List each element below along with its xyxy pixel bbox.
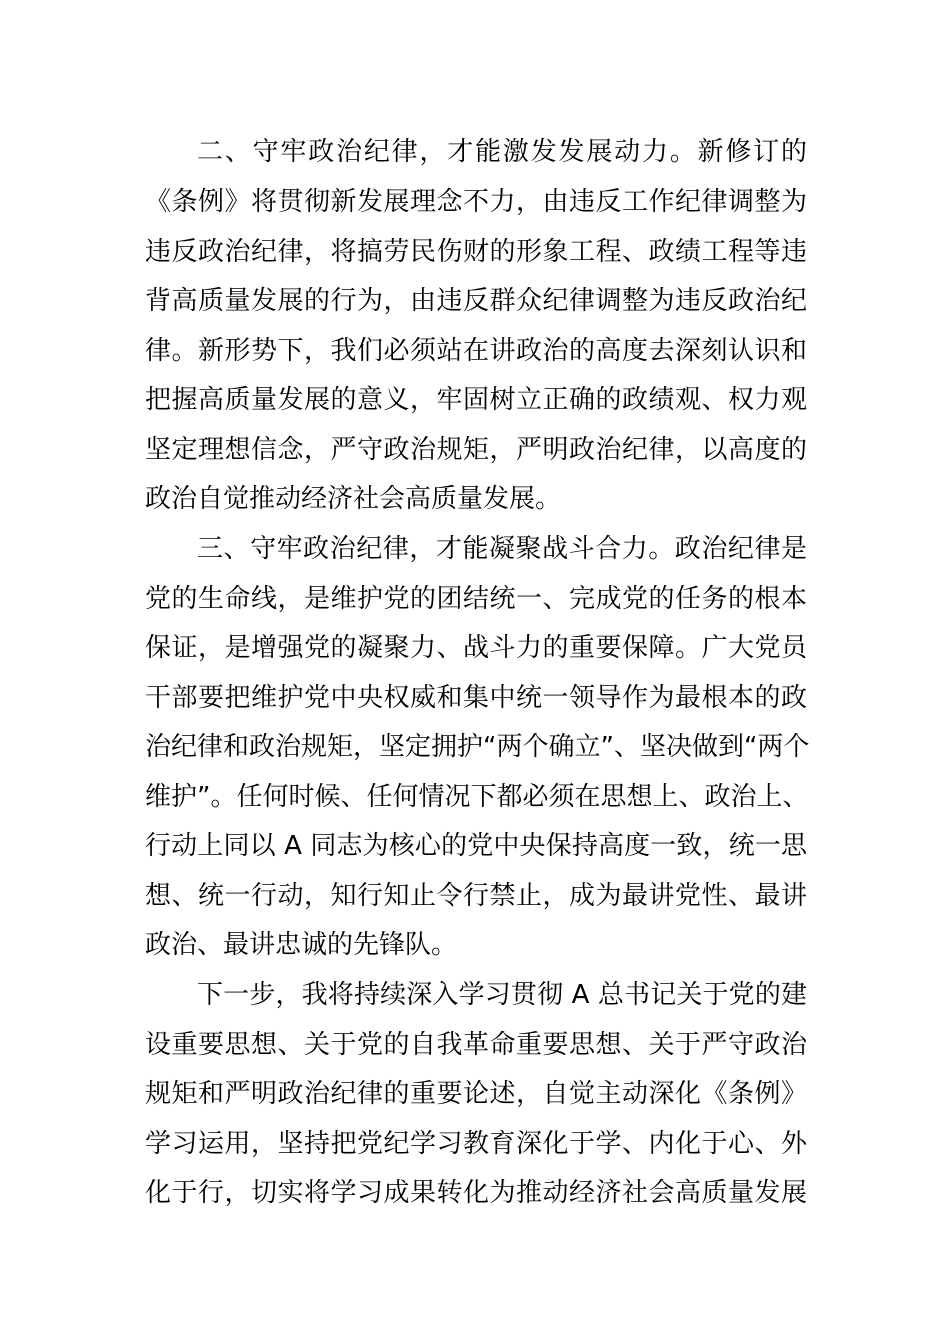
text-line: 《条例》将贯彻新发展理念不力，由违反工作纪律调整为 (145, 187, 807, 217)
text-line: 下一步，我将持续深入学习贯彻 A 总书记关于党的建 (197, 980, 807, 1010)
text-line: 保证，是增强党的凝聚力、战斗力的重要保障。广大党员 (145, 633, 807, 663)
text-line: 维护”。任何时候、任何情况下都必须在思想上、政治上、 (145, 782, 809, 812)
text-line: 干部要把维护党中央权威和集中统一领导作为最根本的政 (145, 683, 807, 713)
text-line: 党的生命线，是维护党的团结统一、完成党的任务的根本 (145, 584, 807, 614)
text-line: 二、守牢政治纪律，才能激发发展动力。新修订的 (197, 137, 807, 167)
text-line: 把握高质量发展的意义，牢固树立正确的政绩观、权力观 (145, 385, 807, 415)
text-line: 规矩和严明政治纪律的重要论述，自觉主动深化《条例》 (145, 1079, 807, 1109)
text-line: 坚定理想信念，严守政治规矩，严明政治纪律，以高度的 (145, 435, 807, 465)
text-line: 违反政治纪律，将搞劳民伤财的形象工程、政绩工程等违 (145, 237, 807, 267)
text-line: 行动上同以 A 同志为核心的党中央保持高度一致，统一思 (145, 831, 807, 861)
text-line: 政治、最讲忠诚的先锋队。 (145, 930, 458, 960)
text-line: 律。新形势下，我们必须站在讲政治的高度去深刻认识和 (145, 336, 807, 366)
text-line: 政治自觉推动经济社会高质量发展。 (145, 484, 562, 514)
text-line: 治纪律和政治规矩，坚定拥护“两个确立”、坚决做到“两个 (145, 732, 810, 762)
text-line: 想、统一行动，知行知止令行禁止，成为最讲党性、最讲 (145, 881, 807, 911)
text-line: 学习运用，坚持把党纪学习教育深化于学、内化于心、外 (145, 1129, 807, 1159)
text-line: 设重要思想、关于党的自我革命重要思想、关于严守政治 (145, 1030, 807, 1060)
text-line: 化于行，切实将学习成果转化为推动经济社会高质量发展 (145, 1178, 807, 1208)
text-line: 背高质量发展的行为，由违反群众纪律调整为违反政治纪 (145, 286, 807, 316)
text-line: 三、守牢政治纪律，才能凝聚战斗合力。政治纪律是 (197, 534, 807, 564)
